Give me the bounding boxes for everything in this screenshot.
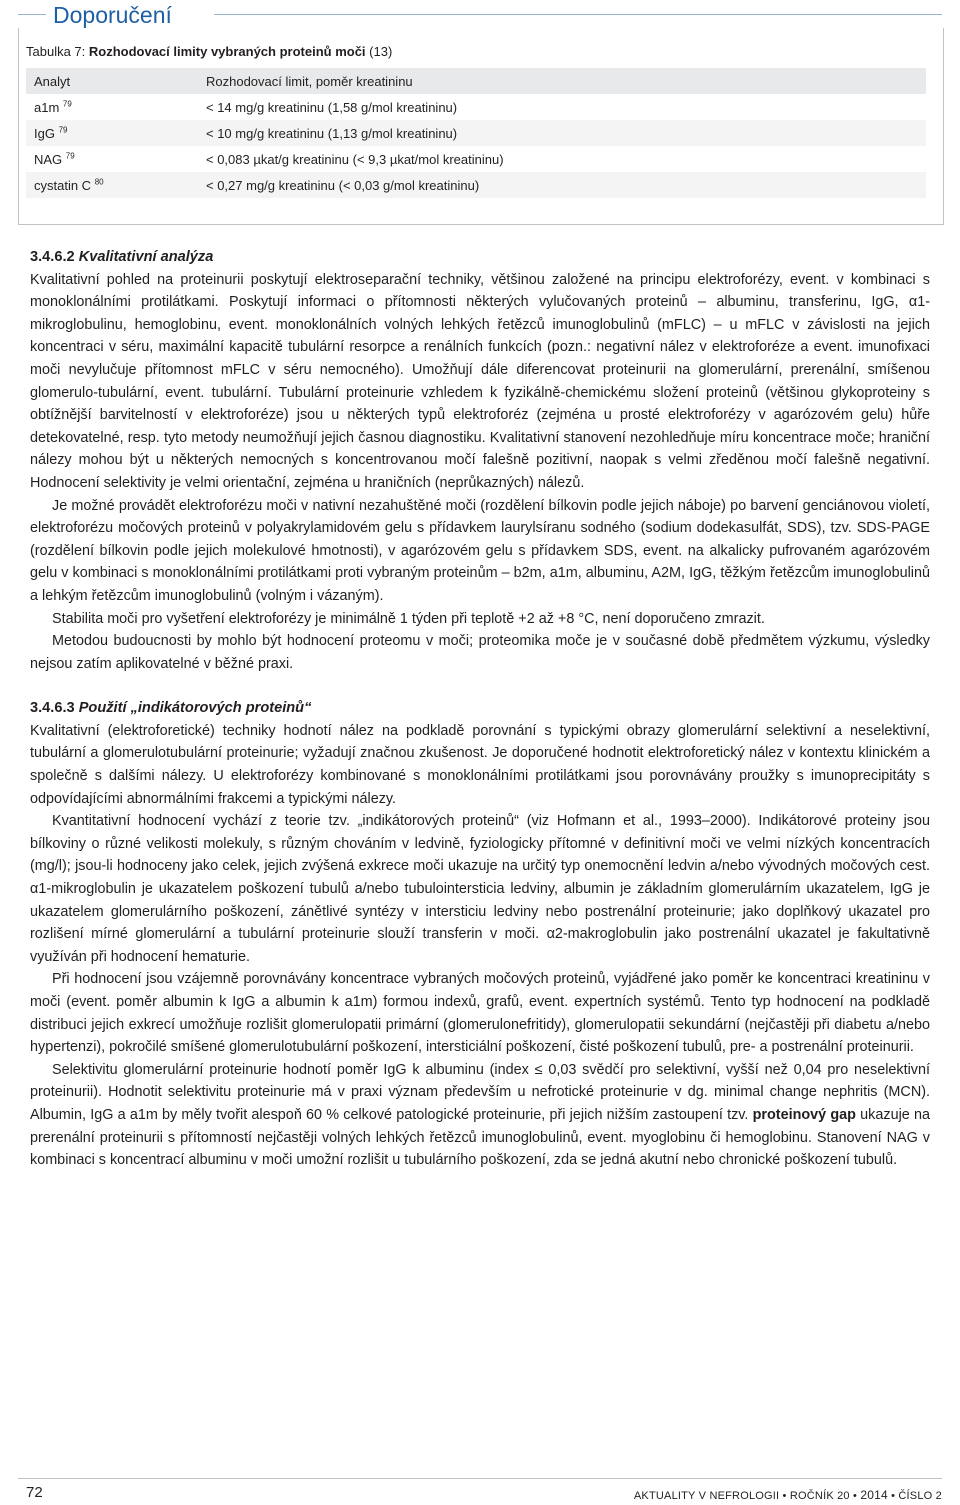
reference-number: 80 [94,177,104,187]
limit-cell: < 10 mg/g kreatininu (1,13 g/mol kreatininu) [198,120,926,146]
limit-cell: < 14 mg/g kreatininu (1,58 g/mol kreatininu) [206,99,458,115]
analyte-name: NAG [34,151,63,167]
section-heading-3463 [30,697,930,720]
limit-cell: < 0,27 mg/g kreatininu (< 0,03 g/mol kreatininu) [198,172,926,198]
paragraph [30,1059,930,1172]
caption-title: Rozhodovací limity vybraných proteinů moči [88,44,366,59]
caption-ref: (13) [365,44,393,59]
table-header-row [26,68,926,94]
page-number: 72 [26,1484,43,1501]
reference-number: 79 [62,99,72,109]
paragraph-part: ukazuje na prerenální proteinurii s přítomností nejčastěji volných lehkých řetězců imunoglobulinů, event. myoglobinu či hemoglobinu. Stanovení NAG v kombinaci s koncentrací albuminu v moči umožní rozlišit u tubulárního poškození, zda se jedná akutní nebo chronické poškození tubulů. [30,1106,930,1169]
table-row [26,172,926,198]
paragraph: Metodou budoucnosti by mohlo být hodnocení proteomu v moči; proteomika moče je v současné době předmětem výzkumu, výsledky nejsou zatím aplikovatelné v běžné praxi. [30,633,930,672]
reference-number: 79 [58,125,68,135]
body-text [30,246,930,1172]
analyte-name: IgG [34,125,55,141]
section-title: Doporučení [53,2,172,28]
limit-cell: < 0,083 µkat/g kreatininu (< 9,3 µkat/mol kreatininu) [206,151,504,167]
paragraph: Je možné provádět elektroforézu moči v nativní nezahuštěné moči (rozdělení bílkovin podle jejich náboje) po barvení genciánovou violetí, elektroforézu močových proteinů v polyakrylamidovém gelu s přídavkem laurylsíranu sodného (sodium dodekasulfát, SDS), tzv. SDS-PAGE (rozdělení bílkovin podle jejich molekulové hmotnosti), v agarózovém gelu s přídavkem SDS, event. na alkalicky pufrovaném agarózovém gelu v kombinaci s monoklonálními protilátkami proti vybraným proteinům – b2m, a1m, albuminu, A2M, IgG, těžkým řetězcům imunoglobulinů a lehkým řetězcům imunoglobulinů (volným i vázaným). [30,497,930,604]
column-header-limit: Rozhodovací limit, poměr kreatininu [198,68,926,94]
paragraph: Stabilita moči pro vyšetření elektroforézy je minimálně 1 týden při teplotě +2 až +8 °C, není doporučeno zmrazit. [52,610,765,627]
table-row [26,146,926,172]
journal-issue: ČÍSLO 2 [898,1490,942,1502]
table-row [26,120,926,146]
separator: • [887,1490,899,1502]
column-header-analyte: Analyt [26,68,198,94]
limits-table [26,68,926,198]
table-caption [26,44,392,59]
page-footer [18,1478,942,1505]
analyte-cell [26,94,198,120]
journal-info [634,1488,942,1502]
journal-name: AKTUALITY V NEFROLOGII [633,1490,780,1502]
analyte-cell [26,120,198,146]
separator: • [849,1490,861,1502]
paragraph: Kvalitativní (elektroforetické) techniky hodnotí nález na podkladě porovnání s typickými obrazy glomerulární selektivní a neselektivní, tubulární a glomerulotubulární proteinurie; vyžadují značnou zkušenost. Je doporučené hodnotit elektroforetický nález v kontextu klinickém a společně s dalšími nálezy. U elektroforézy kombinované s monoklonálními protilátkami jsou porovnávány proužky s imunoprecipitáty s odpovídajícími abnormálními frakcemi a typickými nálezy. [30,722,930,807]
header-rule-left [18,14,46,15]
table-row [26,94,926,120]
section-number: 3.4.6.2 [30,249,79,265]
paragraph: Kvantitativní hodnocení vychází z teorie tzv. „indikátorových proteinů“ (viz Hofmann et al., 1993–2000). Indikátorové proteiny jsou bílkoviny o různé velikosti molekuly, s různým chováním v ledvině, fyziologicky přítomné v definitivní moči ve velmi nízkých koncentracích (mg/l); jsou-li hodnoceny jako celek, jejich zvýšená exkrece moči ukazuje na určitý typ onemocnění ledvin a/nebo vývodných močových cest. α1-mikroglobulin je ukazatelem poškození tubulů a/nebo tubulointersticia ledviny, albumin je základním glomerulárním ukazatelem, IgG je ukazatelem glomerulárního poškození, zánětlivé syntézy v intersticiu ledviny nebo postrenální proteinurie; jako doplňkový ukazatel pro rozlišení mírné glomerulární a tubulární proteinurie slouží transferin v moči. α2-makroglobulin jako postrenální ukazatel je fakultativně využíván při hodnocení hematurie. [30,813,930,965]
analyte-cell [26,146,198,172]
analyte-cell [26,172,198,198]
journal-volume: ROČNÍK 20 [789,1490,850,1502]
journal-year: 2014 [860,1488,888,1502]
bold-term: proteinový gap [752,1106,856,1123]
section-number: 3.4.6.3 [30,700,79,717]
paragraph: Při hodnocení jsou vzájemně porovnávány koncentrace vybraných močových proteinů, vyjádřené jako poměr ke koncentraci kreatininu v moči (event. poměr albumin k IgG a albumin k a1m) formou indexů, grafů, event. expertních systémů. Tento typ hodnocení na podkladě distribuci jejich exkrecí umožňuje rozlišit glomerulopatii primární (glomerulonefritidy), glomerulopatii sekundární (nejčastěji při diabetu a/nebo hypertenzi), pokročilé smíšené glomerulotubulární poškození, intersticiální poškození, čisté poškození tubulů, pre- a postrenální proteinurii. [30,971,930,1056]
paragraph-part: Selektivitu glomerulární proteinurie hodnotí poměr IgG k albuminu (index ≤ 0,03 svědčí pro selektivní, vyšší než 0,04 pro neselektivní proteinurii). Hodnotit selektivitu proteinurie má v praxi význam především u nefrotické proteinurie v dg. minimal change nephritis (MCN). Albumin, IgG a a1m by měly tvořit alespoň 60 % celkové patologické proteinurie, při jejich nižším zastoupení tzv. [30,1061,930,1123]
section-heading-title: Použití „indikátorových proteinů“ [78,700,312,717]
analyte-name: cystatin C [34,177,92,193]
caption-prefix: Tabulka 7: [26,44,89,59]
header-rule [214,14,942,15]
paragraph: Kvalitativní pohled na proteinurii poskytují elektroseparační techniky, většinou založené na principu elektroforézy, event. v kombinaci s monoklonálními protilátkami. Poskytují informaci o přítomnosti některých vylučovaných proteinů – albuminu, transferinu, IgG, α1-mikroglobulinu, hemoglobinu, event. monoklonálních volných lehkých řetězců imunoglobulinů (mFLC) – u mFLC v závislosti na jejich koncentraci v séru, maximální kapacitě tubulární resorpce a renálních funkcích (pozn.: negativní nález v elektroforéze a event. imunofixaci moči nevylučuje přítomnost mFLC v séru nemocného). Umožňují dále diferencovat proteinurii na glomerulární, prerenální, smíšenou glomerulo-tubulární, event. tubulární. Tubulární proteinurie vzhledem k fyzikálně-chemickému složení proteinů (většinou glykoproteiny s obtížnější barvitelností v elektroforéze) jsou u některých typů elektroforéz (zejména u prosté elektroforézy v agarózovém gelu) hůře detekovatelné, resp. tyto metody neumožňují jejich časnou diagnostiku. Kvalitativní stanovení nezohledňuje míru koncentrace moče; hraniční nálezy mohou být u některých nemocných s koncentrovanou močí falešně pozitivní, naopak s velmi zředěnou močí falešně negativní. Hodnocení selektivity je velmi orientační, zejména u hraničních (neprůkazných) nálezů. [30,271,930,491]
section-heading-title: Kvalitativní analýza [78,249,214,265]
separator: • [779,1490,790,1502]
reference-number: 79 [65,151,75,161]
footer-rule [18,1478,942,1479]
section-heading-3462 [30,246,930,269]
analyte-name: a1m [34,99,60,115]
